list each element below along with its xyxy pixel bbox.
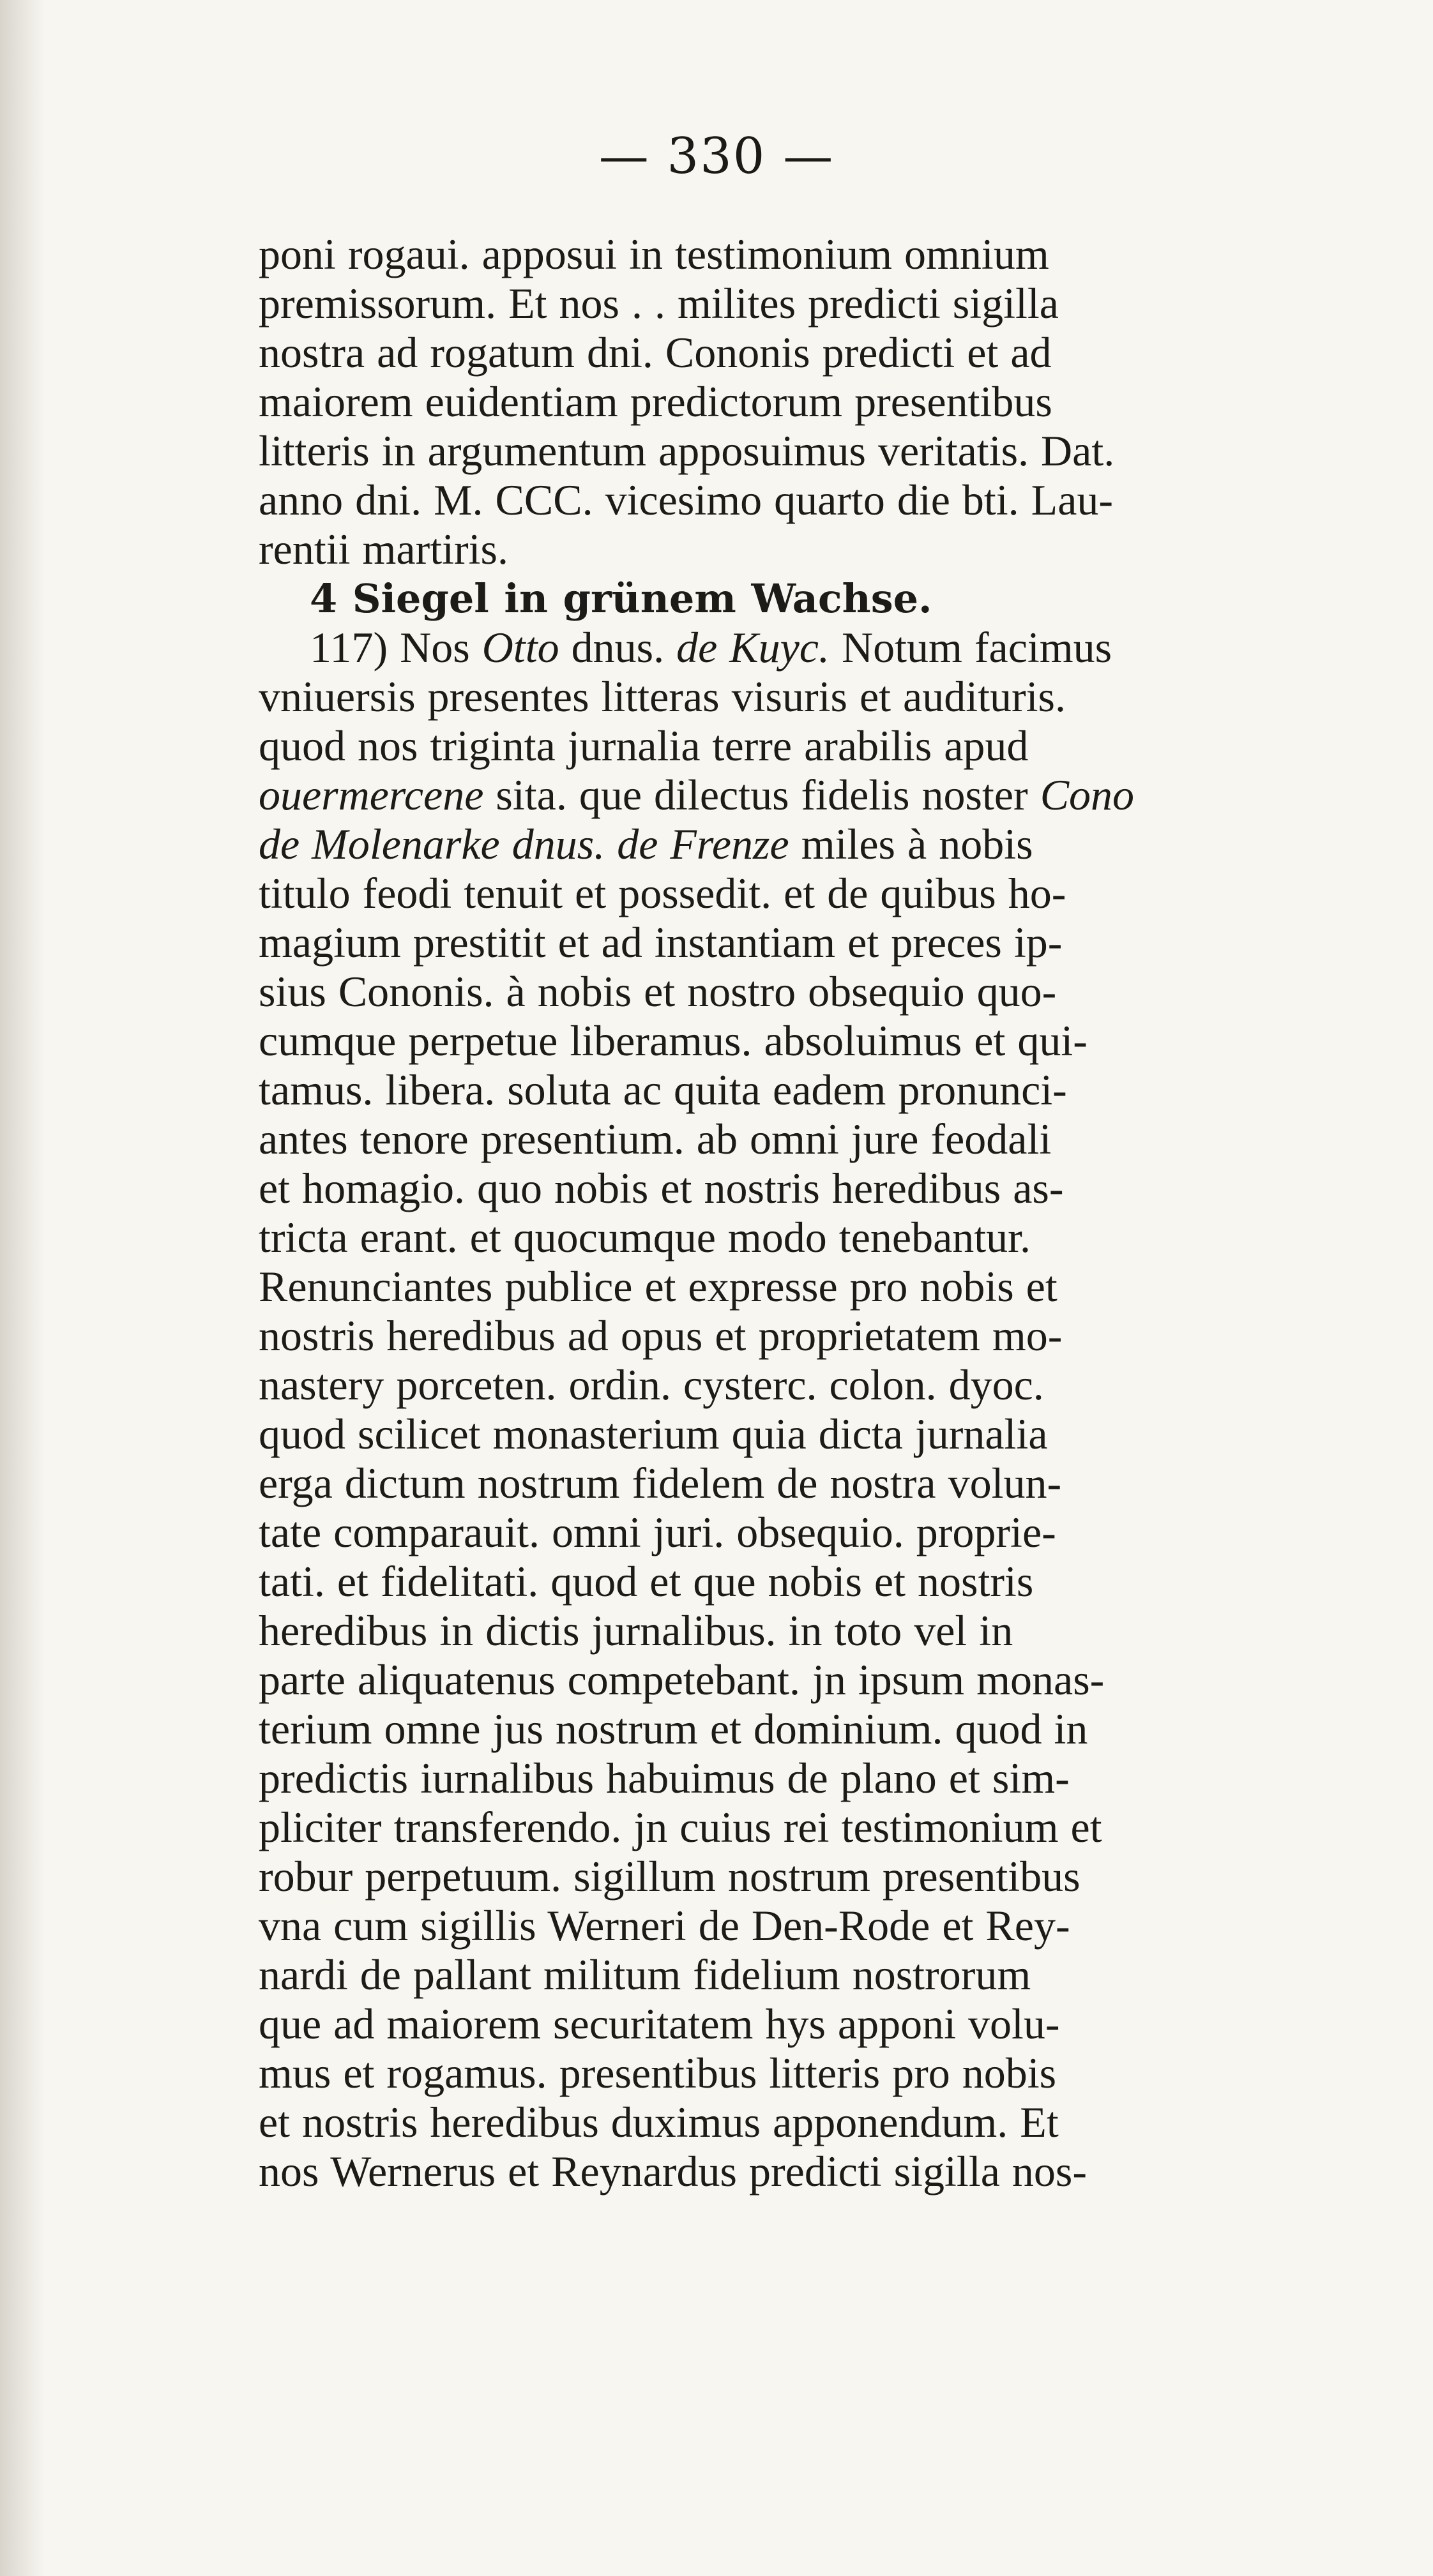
text-span: miles à nobis: [789, 820, 1033, 868]
seal-note: 4 Siegel in grünem Wachse.: [310, 575, 932, 622]
person-name: de Molenarke dnus. de Frenze: [259, 820, 789, 868]
text-line: robur perpetuum. sigillum nostrum presentibus: [259, 1852, 1080, 1901]
text-line: [259, 771, 1383, 820]
text-line: rentii martiris.: [259, 525, 509, 573]
text-line: litteris in argumentum apposuimus veritatis. Dat.: [259, 426, 1115, 475]
text-line: et nostris heredibus duximus apponendum. Et: [259, 2098, 1059, 2146]
text-line: heredibus in dictis jurnalibus. in toto vel in: [259, 1606, 1013, 1655]
text-line: terium omne jus nostrum et dominium. quod in: [259, 1705, 1088, 1753]
person-name: Cono: [1040, 771, 1135, 819]
text-line: sius Cononis. à nobis et nostro obsequio quo-: [259, 967, 1057, 1016]
text-line: predictis iurnalibus habuimus de plano et sim-: [259, 1754, 1070, 1802]
text-line: premissorum. Et nos . . milites predicti sigilla: [259, 279, 1059, 328]
text-line: erga dictum nostrum fidelem de nostra volun-: [259, 1459, 1062, 1507]
text-line: tate comparauit. omni juri. obsequio. proprie-: [259, 1508, 1056, 1556]
text-line: vniuersis presentes litteras visuris et audituris.: [259, 672, 1066, 721]
text-line: maiorem euidentiam predictorum presentibus: [259, 377, 1052, 426]
text-line: tati. et fidelitati. quod et que nobis et nostris: [259, 1557, 1034, 1606]
body-text: [259, 230, 1383, 2196]
text-line: vna cum sigillis Werneri de Den-Rode et Rey-: [259, 1901, 1070, 1950]
text-line: nos Wernerus et Reynardus predicti sigilla nos-: [259, 2147, 1087, 2196]
text-line: que ad maiorem securitatem hys apponi volu-: [259, 2000, 1060, 2048]
text-line: tricta erant. et quocumque modo tenebantur.: [259, 1213, 1031, 1262]
binding-shadow: [0, 0, 45, 2576]
text-line: nostris heredibus ad opus et proprietatem mo-: [259, 1311, 1063, 1360]
text-line: [259, 820, 1383, 869]
text-line: Renunciantes publice et expresse pro nobis et: [259, 1262, 1058, 1311]
text-line: antes tenore presentium. ab omni jure feodali: [259, 1115, 1052, 1163]
text-line: tamus. libera. soluta ac quita eadem pronunci-: [259, 1066, 1067, 1114]
text-line: et homagio. quo nobis et nostris heredibus as-: [259, 1164, 1064, 1212]
text-line: mus et rogamus. presentibus litteris pro nobis: [259, 2049, 1057, 2097]
text-line: poni rogaui. apposui in testimonium omnium: [259, 230, 1049, 278]
text-span: Notum facimus: [829, 623, 1112, 672]
text-line: titulo feodi tenuit et possedit. et de quibus ho-: [259, 869, 1066, 917]
text-line: nastery porceten. ordin. cysterc. colon. dyoc.: [259, 1360, 1044, 1409]
text-line: magium prestitit et ad instantiam et preces ip-: [259, 918, 1063, 967]
charter-heading-line: [259, 623, 1383, 672]
issuer-place: de Kuyc.: [676, 623, 830, 672]
text-line: pliciter transferendo. jn cuius rei testimonium et: [259, 1803, 1102, 1851]
text-line: anno dni. M. CCC. vicesimo quarto die bti. Lau-: [259, 476, 1114, 524]
text-line: quod scilicet monasterium quia dicta jurnalia: [259, 1410, 1048, 1458]
place-name: ouermercene: [259, 771, 484, 819]
page-number: — 330 —: [598, 128, 835, 185]
charter-number: 117) Nos: [310, 623, 482, 672]
text-span: dnus.: [559, 623, 677, 672]
text-line: nardi de pallant militum fidelium nostrorum: [259, 1950, 1031, 1999]
text-line: quod nos triginta jurnalia terre arabilis apud: [259, 721, 1029, 770]
issuer-name: Otto: [481, 623, 559, 672]
text-span: sita. que dilectus fidelis noster: [483, 771, 1040, 819]
text-line: nostra ad rogatum dni. Cononis predicti et ad: [259, 328, 1052, 377]
text-line: cumque perpetue liberamus. absoluimus et qui-: [259, 1016, 1088, 1065]
text-line: parte aliquatenus competebant. jn ipsum monas-: [259, 1655, 1105, 1704]
